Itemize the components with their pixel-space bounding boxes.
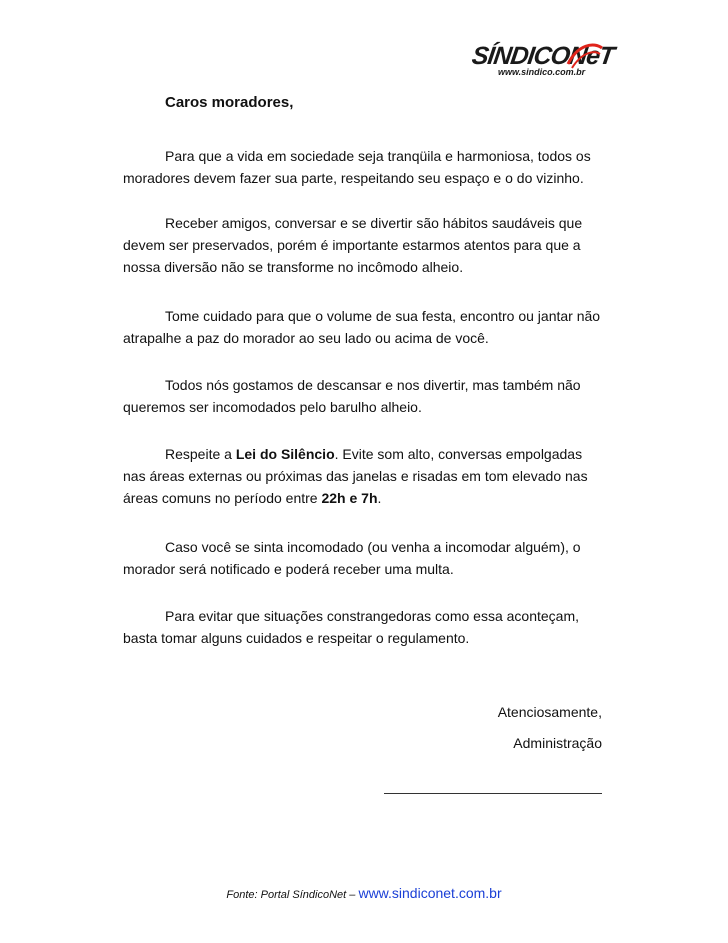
- sindiconet-logo: [468, 40, 616, 78]
- signature-text: Administração: [513, 735, 602, 751]
- signature-line: [384, 793, 602, 794]
- paragraph-3: Tome cuidado para que o volume de sua festa, encontro ou jantar não atrapalhe a paz do morador ao seu lado ou acima de você.: [123, 308, 601, 346]
- closing-text: Atenciosamente,: [497, 704, 602, 720]
- p5-time-range: 22h e 7h: [321, 490, 378, 506]
- p5-text-e: .: [377, 490, 382, 506]
- paragraph-7: Para evitar que situações constrangedoras como essa aconteçam, basta tomar alguns cuidados e respeitar o regulamento.: [123, 608, 580, 646]
- logo-url: www.sindico.com.br: [498, 67, 586, 77]
- logo-word-a: SÍNDICO: [470, 42, 572, 70]
- footer: [0, 885, 728, 901]
- p5-law-name: Lei do Silêncio: [235, 446, 335, 462]
- logo-word-b: NeT: [567, 42, 616, 70]
- paragraph-4: Todos nós gostamos de descansar e nos divertir, mas também não queremos ser incomodados pelo barulho alheio.: [123, 377, 581, 415]
- paragraph-6: Caso você se sinta incomodado (ou venha a incomodar alguém), o morador será notificado e poderá receber uma multa.: [123, 539, 581, 577]
- letter-greeting: Caros moradores,: [165, 94, 294, 111]
- p5-text-a: Respeite a: [165, 446, 236, 462]
- p5-text-c: . Evite som alto, conversas empolgadas nas áreas externas ou próximas das janelas e risadas em tom elevado nas áreas comuns no período entre: [123, 446, 588, 506]
- paragraph-2: Receber amigos, conversar e se divertir são hábitos saudáveis que devem ser preservados, porém é importante estarmos atentos para que a nossa diversão não se transforme no incômodo alheio.: [123, 215, 583, 275]
- footer-source: Fonte: Portal SíndicoNet –: [226, 889, 359, 901]
- paragraph-1: Para que a vida em sociedade seja tranqüila e harmoniosa, todos os moradores devem fazer sua parte, respeitando seu espaço e o do vizinho.: [123, 148, 591, 186]
- footer-link[interactable]: www.sindiconet.com.br: [358, 885, 502, 901]
- paragraph-5: [123, 443, 605, 509]
